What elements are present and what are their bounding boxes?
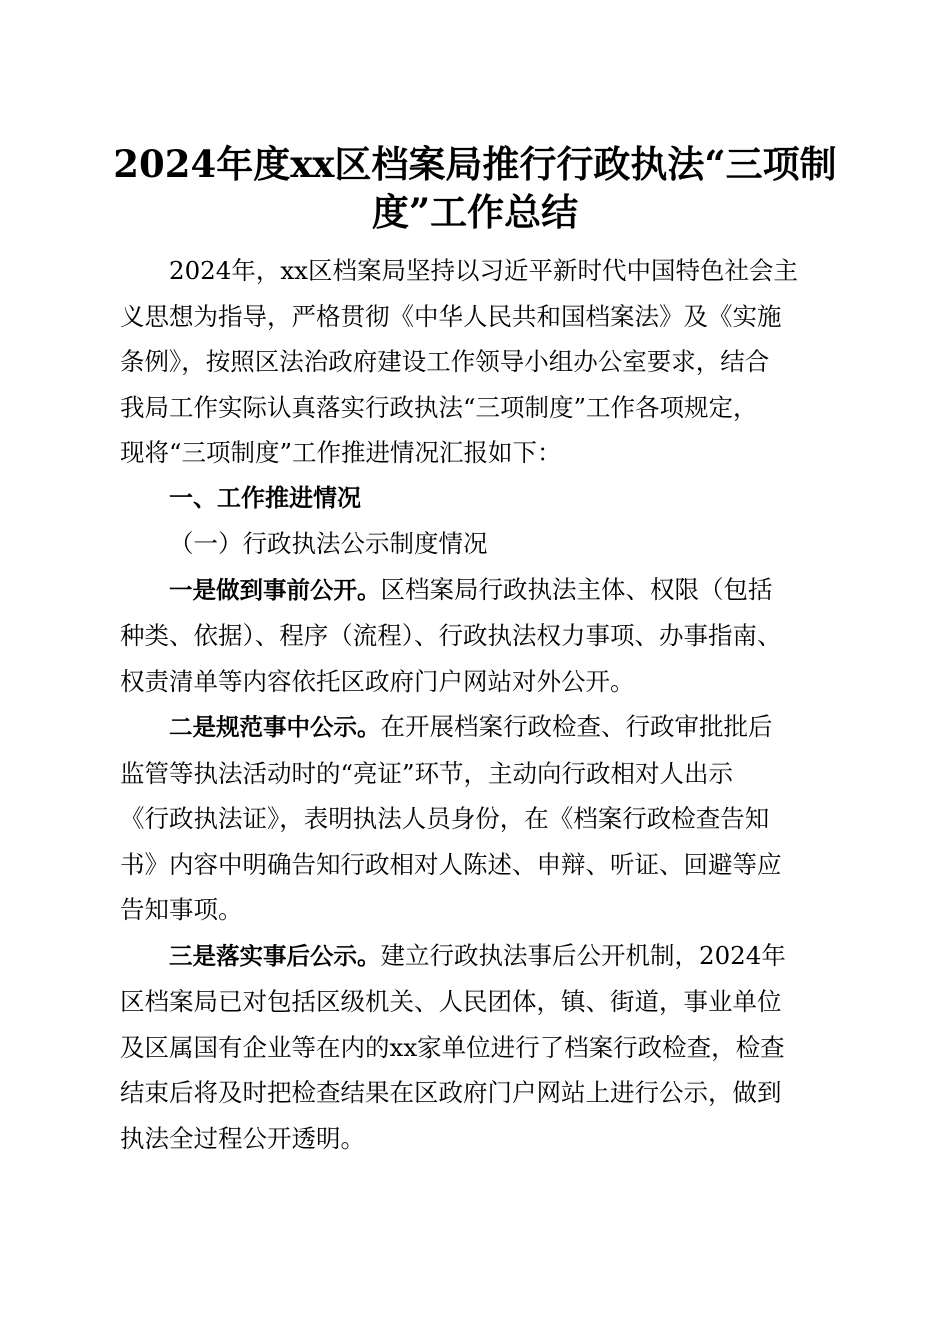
paragraph-lead: 三是落实事后公示。 [169,941,381,970]
title-line-2: 度”工作总结 [371,190,579,234]
paragraph-line: 结束后将及时把检查结果在区政府门户网站上进行公示，做到 [120,1078,782,1107]
paragraph-line [120,567,832,614]
intro-line: 义思想为指导，严格贯彻《中华人民共和国档案法》及《实施 [120,301,782,331]
paragraph-line: 种类、依据）、程序（流程）、行政执法权力事项、办事指南、 [120,621,782,650]
intro-line: 我局工作实际认真落实行政执法“三项制度”工作各项规定， [120,392,758,422]
paragraph-line: 监管等执法活动时的“亮证”环节，主动向行政相对人出示 [120,758,734,788]
section-heading: 一、工作推进情况 [169,483,361,512]
paragraph-line: 告知事项。 [120,895,243,924]
paragraph-2 [120,704,832,933]
paragraph-line: 权责清单等内容依托区政府门户网站对外公开。 [120,666,635,696]
paragraph-line: 区档案局已对包括区级机关、人民团体，镇、街道，事业单位 [120,987,782,1016]
title-line-1: 2024年度xx区档案局推行行政执法“三项制 [113,142,837,186]
paragraph-text: 建立行政执法事后公开机制，2024年 [380,940,786,970]
paragraph-lead: 一是做到事前公开。 [169,575,381,604]
document-body [120,248,832,1161]
paragraph-text: 在开展档案行政检查、行政审批批后 [380,712,773,741]
intro-line: 2024年，xx区档案局坚持以习近平新时代中国特色社会主 [169,256,798,285]
paragraph-line [120,704,832,751]
intro-line: 条例》，按照区法治政府建设工作领导小组办公室要求，结合 [120,347,770,376]
paragraph-lead: 二是规范事中公示。 [169,713,381,741]
paragraph-3 [120,933,832,1162]
paragraph-text: 区档案局行政执法主体、权限（包括 [380,574,773,604]
paragraph-line: 执法全过程公开透明。 [120,1123,365,1153]
intro-line: 现将“三项制度”工作推进情况汇报如下： [120,438,562,467]
document-title [110,140,840,236]
subsection-heading: （一）行政执法公示制度情况 [169,529,488,558]
paragraph-line: 书》内容中明确告知行政相对人陈述、申辩、听证、回避等应 [120,849,782,879]
paragraph-line [120,933,832,980]
paragraph-line: 《行政执法证》，表明执法人员身份，在《档案行政检查告知 [120,804,770,833]
intro-paragraph [120,248,832,476]
paragraph-line: 及区属国有企业等在内的xx家单位进行了档案行政检查，检查 [120,1032,785,1062]
paragraph-1 [120,567,832,705]
